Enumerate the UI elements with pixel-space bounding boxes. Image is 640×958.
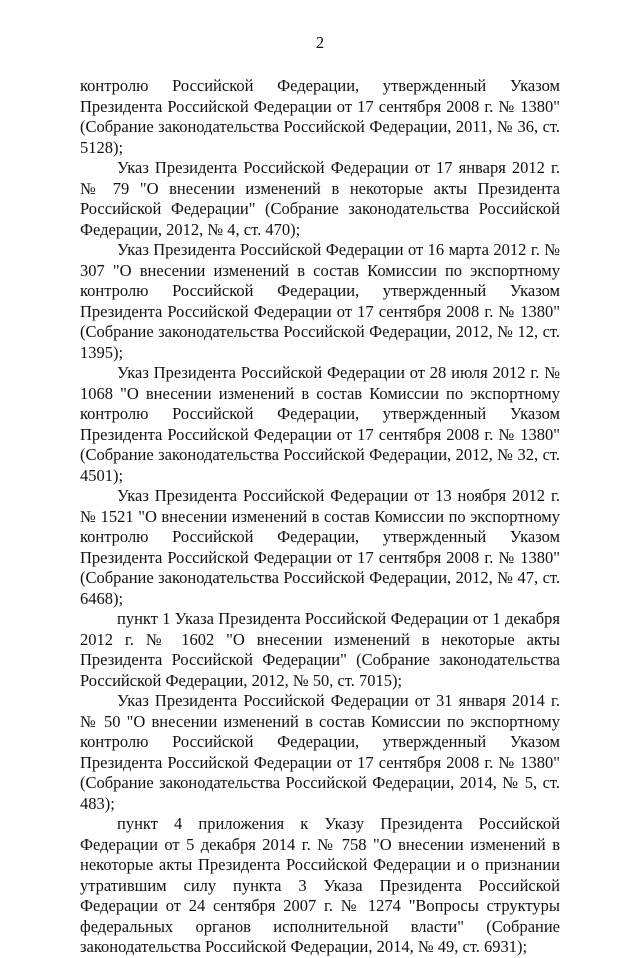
page-number: 2 xyxy=(315,33,325,52)
paragraph-continued: контролю Российской Федерации, утвержденный Указом Президента Российской Федерации от 17 сентября 2008 г. № 1380" (Собрание законодательства Российской Федерации, 2011, № 36, ст. 5128); xyxy=(80,76,560,157)
paragraph: Указ Президента Российской Федерации от 31 января 2014 г. № 50 "О внесении изменений в состав Комиссии по экспортному контролю Российской Федерации, утвержденный Указом Президента Российской Федерации от 17 сентября 2008 г. № 1380" (Собрание законодательства Российской Федерации, 2014, № 5, ст. 483); xyxy=(80,691,560,813)
paragraph: Указ Президента Российской Федерации от 17 января 2012 г. № 79 "О внесении изменений в некоторые акты Президента Российской Федерации" (Собрание законодательства Российской Федерации, 2012, № 4, ст. 470); xyxy=(80,158,560,239)
document-body xyxy=(80,76,560,958)
paragraph: пункт 1 Указа Президента Российской Федерации от 1 декабря 2012 г. № 1602 "О внесении изменений в некоторые акты Президента Российской Федерации" (Собрание законодательства Российской Федерации, 2012, № 50, ст. 7015); xyxy=(80,609,560,690)
paragraph: Указ Президента Российской Федерации от 28 июля 2012 г. № 1068 "О внесении изменений в состав Комиссии по экспортному контролю Российской Федерации, утвержденный Указом Президента Российской Федерации от 17 сентября 2008 г. № 1380" (Собрание законодательства Российской Федерации, 2012, № 32, ст. 4501); xyxy=(80,363,560,485)
paragraph: пункт 4 приложения к Указу Президента Российской Федерации от 5 декабря 2014 г. № 758 "О внесении изменений в некоторые акты Президента Российской Федерации и о признании утратившим силу пункта 3 Указа Президента Российской Федерации от 24 сентября 2007 г. № 1274 "Вопросы структуры федеральных органов исполнительной власти" (Собрание законодательства Российской Федерации, 2014, № 49, ст. 6931); xyxy=(80,814,560,956)
paragraph: Указ Президента Российской Федерации от 16 марта 2012 г. № 307 "О внесении изменений в состав Комиссии по экспортному контролю Российской Федерации, утвержденный Указом Президента Российской Федерации от 17 сентября 2008 г. № 1380" (Собрание законодательства Российской Федерации, 2012, № 12, ст. 1395); xyxy=(80,240,560,362)
paragraph: Указ Президента Российской Федерации от 13 ноября 2012 г. № 1521 "О внесении изменений в состав Комиссии по экспортному контролю Российской Федерации, утвержденный Указом Президента Российской Федерации от 17 сентября 2008 г. № 1380" (Собрание законодательства Российской Федерации, 2012, № 47, ст. 6468); xyxy=(80,486,560,608)
